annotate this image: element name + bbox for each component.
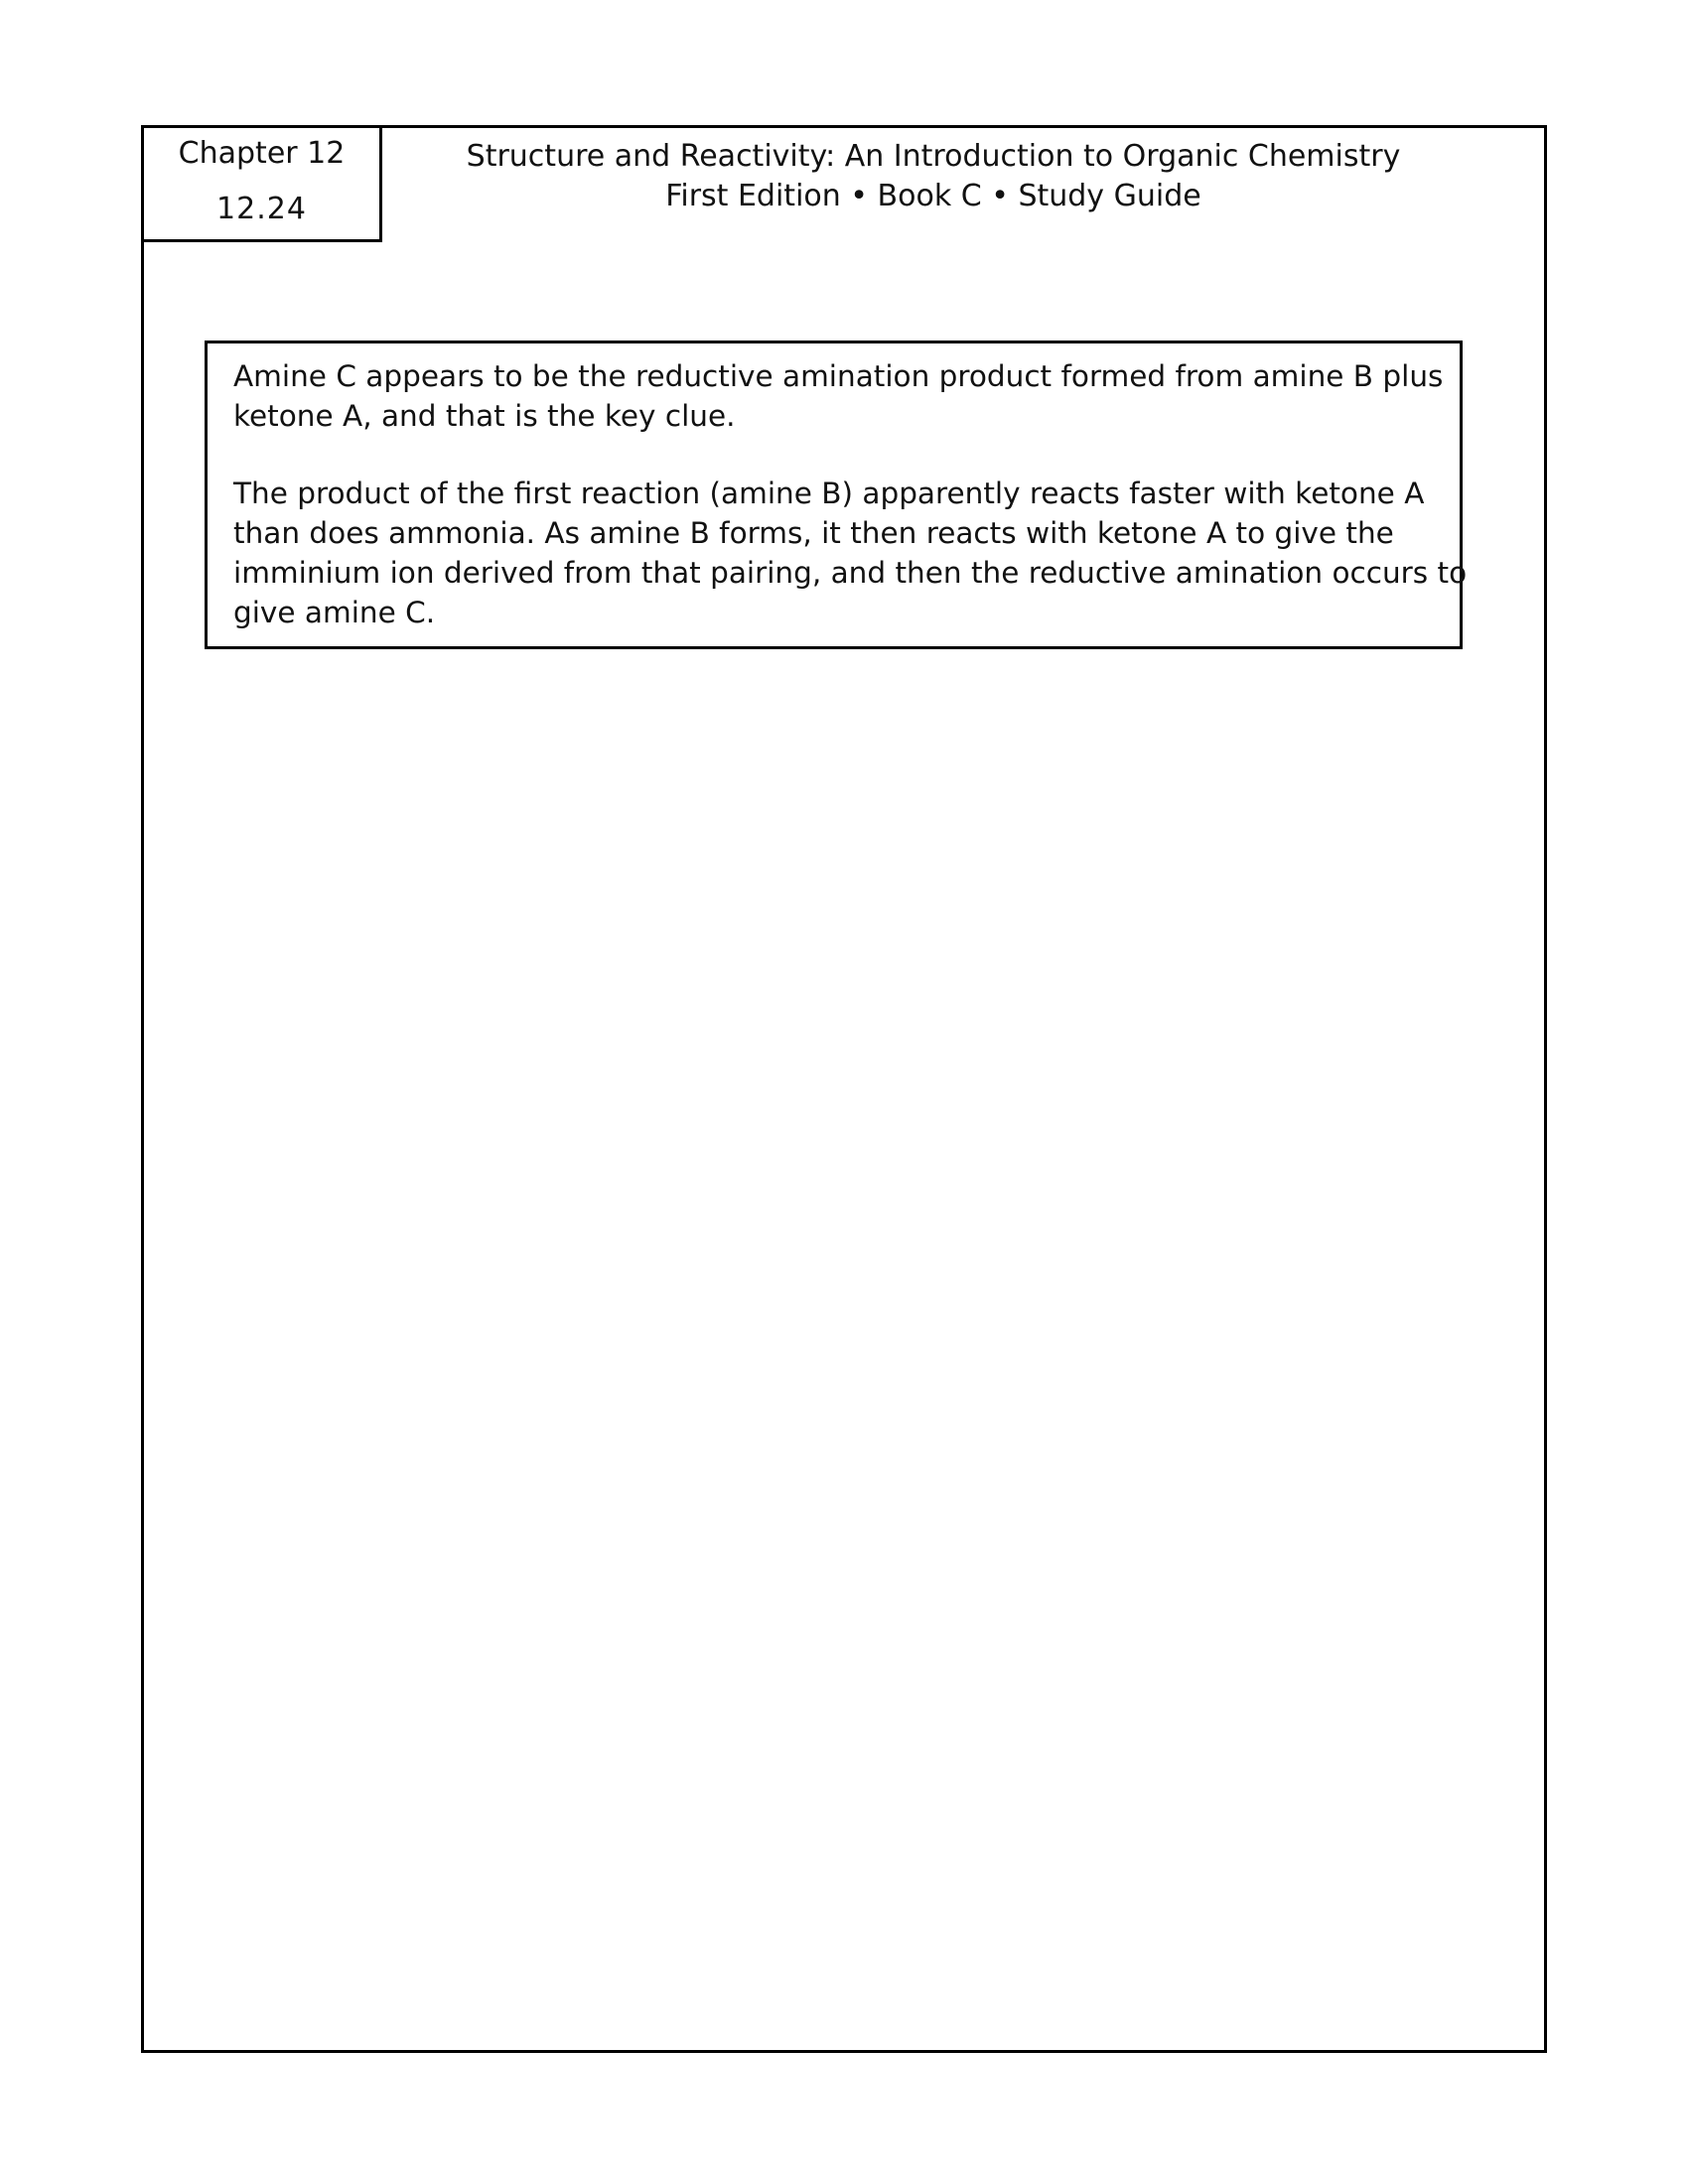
book-header xyxy=(437,137,1430,216)
chapter-box xyxy=(141,125,382,242)
answer-line: imminium ion derived from that pairing, and then the reductive amination occurs to xyxy=(233,556,1468,590)
answer-line: give amine C. xyxy=(233,596,436,629)
answer-line: The product of the first reaction (amine B) apparently reacts faster with ketone A xyxy=(233,477,1425,510)
answer-line: ketone A, and that is the key clue. xyxy=(233,399,736,433)
book-edition: First Edition • Book C • Study Guide xyxy=(665,179,1201,213)
chapter-title: Chapter 12 xyxy=(178,136,346,171)
book-title: Structure and Reactivity: An Introduction to Organic Chemistry xyxy=(466,139,1401,174)
problem-number: 12.24 xyxy=(216,192,307,226)
answer-box xyxy=(205,341,1468,649)
answer-line: Amine C appears to be the reductive amination product formed from amine B plus xyxy=(233,359,1444,393)
answer-line: than does ammonia. As amine B forms, it then reacts with ketone A to give the xyxy=(233,516,1394,550)
